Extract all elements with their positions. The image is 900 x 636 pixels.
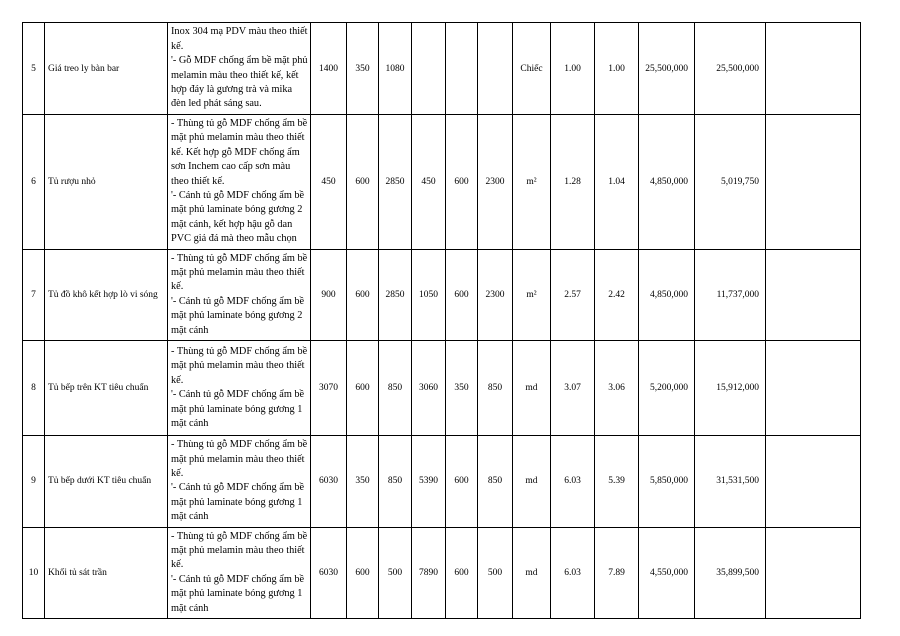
item-description: - Thùng tủ gỗ MDF chống ẩm bề mặt phủ melamin màu theo thiết kế. '- Cánh tủ gỗ MDF chống ẩm bề mặt phủ laminate bóng gương 2 mặt cánh [168, 249, 311, 340]
quantity-actual: 1.00 [595, 23, 639, 115]
dim-height-2: 850 [478, 436, 513, 527]
quantity-design: 1.28 [551, 115, 595, 250]
note [766, 249, 861, 340]
dim-width: 3070 [311, 341, 347, 436]
dim-depth-2: 600 [446, 115, 478, 250]
table-row [23, 249, 861, 340]
dim-depth-2: 600 [446, 436, 478, 527]
dim-height: 500 [379, 527, 412, 618]
quantity-actual: 3.06 [595, 341, 639, 436]
item-description: - Thùng tủ gỗ MDF chống ẩm bề mặt phủ melamin màu theo thiết kế. Kết hợp gỗ MDF chống ẩm sơn Inchem cao cấp sơn màu theo thiết kế. '- Cánh tủ gỗ MDF chống ẩm bề mặt phủ laminate bóng gương 2 mặt cánh, kết hợp hậu gỗ dan PVC giả đá mà theo mẫu chọn [168, 115, 311, 250]
item-name: Tủ rượu nhỏ [45, 115, 168, 250]
quantity-actual: 7.89 [595, 527, 639, 618]
dim-height: 2850 [379, 249, 412, 340]
dim-depth: 600 [347, 115, 379, 250]
dim-depth: 350 [347, 436, 379, 527]
unit-price: 5,850,000 [639, 436, 695, 527]
quotation-table [22, 22, 861, 619]
dim-depth: 600 [347, 527, 379, 618]
dim-height: 2850 [379, 115, 412, 250]
dim-depth-2: 600 [446, 249, 478, 340]
item-description: Inox 304 mạ PDV màu theo thiết kế. '- Gỗ MDF chống ẩm bề mặt phủ melamin màu theo thiết kế, kết hợp đáy là gương trà và mika đèn led phát sáng sau. [168, 23, 311, 115]
table-row [23, 341, 861, 436]
dim-depth-2: 350 [446, 341, 478, 436]
dim-height-2 [478, 23, 513, 115]
dim-width: 6030 [311, 436, 347, 527]
note [766, 341, 861, 436]
dim-height-2: 850 [478, 341, 513, 436]
dim-depth: 600 [347, 249, 379, 340]
line-total: 5,019,750 [695, 115, 766, 250]
item-name: Tủ bếp trên KT tiêu chuẩn [45, 341, 168, 436]
item-number: 7 [23, 249, 45, 340]
dim-height: 1080 [379, 23, 412, 115]
table-row [23, 527, 861, 618]
unit-price: 4,850,000 [639, 115, 695, 250]
item-name: Tủ bếp dưới KT tiêu chuẩn [45, 436, 168, 527]
item-name: Giá treo ly bàn bar [45, 23, 168, 115]
unit: m² [513, 249, 551, 340]
item-number: 10 [23, 527, 45, 618]
item-name: Tủ đồ khô kết hợp lò vi sóng [45, 249, 168, 340]
dim-depth-2: 600 [446, 527, 478, 618]
dim-width-2: 7890 [412, 527, 446, 618]
note [766, 527, 861, 618]
note [766, 436, 861, 527]
quantity-actual: 5.39 [595, 436, 639, 527]
note [766, 115, 861, 250]
item-description: - Thùng tủ gỗ MDF chống ẩm bề mặt phủ melamin màu theo thiết kế. '- Cánh tủ gỗ MDF chống ẩm bề mặt phủ laminate bóng gương 1 mặt cánh [168, 341, 311, 436]
dim-width-2: 5390 [412, 436, 446, 527]
dim-height-2: 500 [478, 527, 513, 618]
unit-price: 25,500,000 [639, 23, 695, 115]
line-total: 15,912,000 [695, 341, 766, 436]
quantity-design: 6.03 [551, 436, 595, 527]
unit: md [513, 527, 551, 618]
table-row [23, 23, 861, 115]
dim-height-2: 2300 [478, 249, 513, 340]
dim-width-2: 450 [412, 115, 446, 250]
unit-price: 4,550,000 [639, 527, 695, 618]
unit: Chiếc [513, 23, 551, 115]
unit-price: 5,200,000 [639, 341, 695, 436]
quantity-design: 6.03 [551, 527, 595, 618]
dim-width: 6030 [311, 527, 347, 618]
dim-depth-2 [446, 23, 478, 115]
dim-height: 850 [379, 436, 412, 527]
quantity-design: 1.00 [551, 23, 595, 115]
line-total: 31,531,500 [695, 436, 766, 527]
item-number: 5 [23, 23, 45, 115]
note [766, 23, 861, 115]
line-total: 35,899,500 [695, 527, 766, 618]
quantity-actual: 2.42 [595, 249, 639, 340]
item-number: 6 [23, 115, 45, 250]
item-number: 9 [23, 436, 45, 527]
quantity-design: 2.57 [551, 249, 595, 340]
dim-width-2 [412, 23, 446, 115]
line-total: 25,500,000 [695, 23, 766, 115]
dim-width: 450 [311, 115, 347, 250]
dim-width: 1400 [311, 23, 347, 115]
unit-price: 4,850,000 [639, 249, 695, 340]
quantity-design: 3.07 [551, 341, 595, 436]
quantity-actual: 1.04 [595, 115, 639, 250]
unit: m² [513, 115, 551, 250]
item-description: - Thùng tủ gỗ MDF chống ẩm bề mặt phủ melamin màu theo thiết kế. '- Cánh tủ gỗ MDF chống ẩm bề mặt phủ laminate bóng gương 1 mặt cánh [168, 436, 311, 527]
item-number: 8 [23, 341, 45, 436]
unit: md [513, 341, 551, 436]
table-row [23, 436, 861, 527]
dim-depth: 600 [347, 341, 379, 436]
dim-depth: 350 [347, 23, 379, 115]
item-description: - Thùng tủ gỗ MDF chống ẩm bề mặt phủ melamin màu theo thiết kế. '- Cánh tủ gỗ MDF chống ẩm bề mặt phủ laminate bóng gương 1 mặt cánh [168, 527, 311, 618]
dim-height-2: 2300 [478, 115, 513, 250]
dim-height: 850 [379, 341, 412, 436]
table-row [23, 115, 861, 250]
dim-width: 900 [311, 249, 347, 340]
line-total: 11,737,000 [695, 249, 766, 340]
dim-width-2: 3060 [412, 341, 446, 436]
unit: md [513, 436, 551, 527]
item-name: Khối tủ sát trần [45, 527, 168, 618]
dim-width-2: 1050 [412, 249, 446, 340]
